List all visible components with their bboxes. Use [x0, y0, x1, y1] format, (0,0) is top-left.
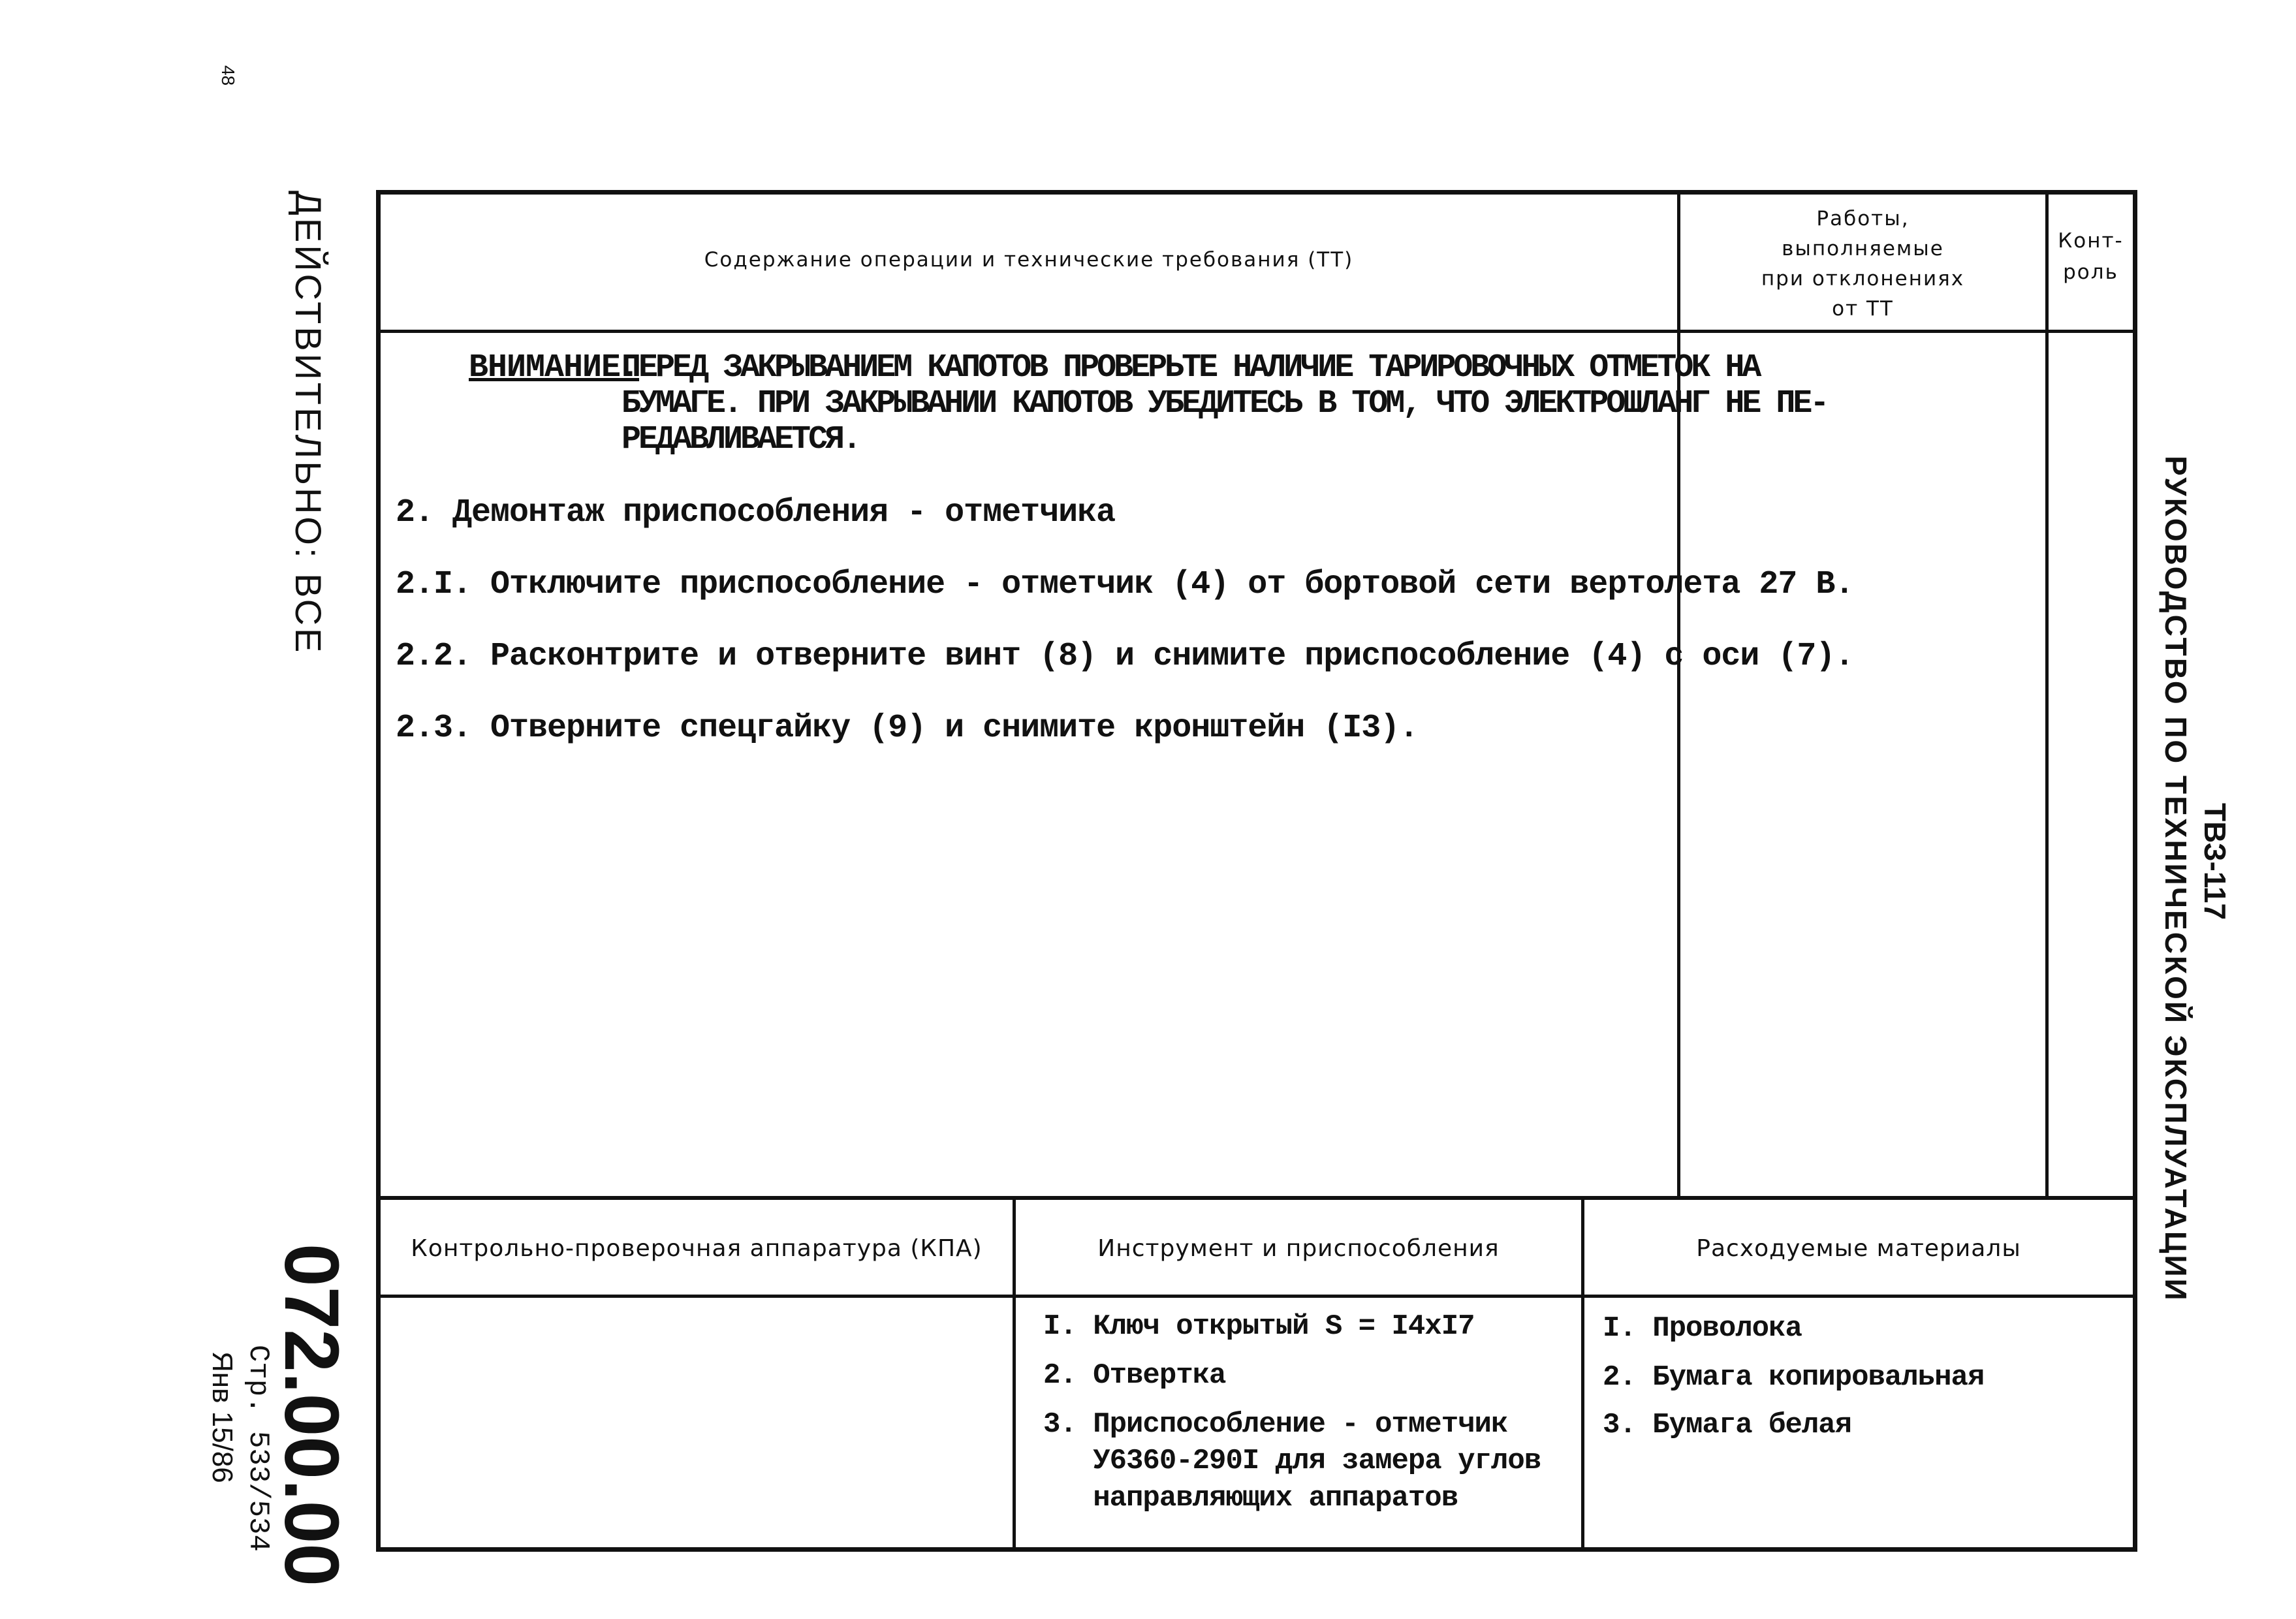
header-deviations	[1680, 204, 2045, 324]
header-deviations-line: выполняемые	[1782, 237, 1944, 260]
warning-line: РЕДАВЛИВАЕТСЯ.	[621, 421, 860, 458]
header-control	[2049, 225, 2133, 288]
tool-item: I. Ключ открытый S = I4xI7	[1043, 1310, 1475, 1343]
header-content: Содержание операции и технические требования (ТТ)	[704, 248, 1354, 272]
kpa-list	[381, 1298, 1013, 1547]
header-deviations-line: Работы,	[1816, 207, 1910, 230]
header-control-line: Конт-	[2058, 229, 2124, 253]
manual-title: РУКОВОДСТВО ПО ТЕХНИЧЕСКОЙ ЭКСПЛУАТАЦИИ	[2159, 456, 2193, 1302]
page-number: Стр. 533/534	[242, 1345, 274, 1552]
material-item: 2. Бумага копировальная	[1603, 1361, 1985, 1394]
sheet-mark: 48	[218, 65, 238, 86]
validity-label: ДЕЙСТВИТЕЛЬНО: ВСЕ	[288, 191, 329, 655]
document-number: 072.00.00	[268, 1244, 354, 1586]
header-deviations-line: при отклонениях	[1761, 267, 1965, 291]
header-control-line: роль	[2063, 260, 2118, 284]
tool-item: 2. Отвертка	[1043, 1359, 1226, 1392]
header-deviations-line: от ТТ	[1832, 297, 1894, 321]
header-materials: Расходуемые материалы	[1696, 1235, 2021, 1262]
step-item: 2.2. Расконтрите и отверните винт (8) и снимите приспособление (4) с оси (7).	[396, 638, 1854, 675]
material-item: 3. Бумага белая	[1603, 1409, 1852, 1441]
tool-item: 3. Приспособление - отметчик	[1043, 1408, 1508, 1441]
engine-model: ТВЗ-117	[2198, 803, 2232, 920]
step-item: 2.I. Отключите приспособление - отметчик (4) от бортовой сети вертолета 27 В.	[396, 566, 1854, 603]
warning-label: ВНИМАНИЕ.	[469, 349, 640, 386]
warning-line: БУМАГЕ. ПРИ ЗАКРЫВАНИИ КАПОТОВ УБЕДИТЕСЬ В ТОМ, ЧТО ЭЛЕКТРОШЛАНГ НЕ ПЕ-	[621, 385, 1827, 422]
step-heading: 2. Демонтаж приспособления - отметчика	[396, 494, 1116, 531]
header-tools: Инструмент и приспособления	[1097, 1235, 1500, 1262]
tool-item: направляющих аппаратов	[1043, 1482, 1458, 1515]
step-item: 2.3. Отверните спецгайку (9) и снимите кронштейн (I3).	[396, 710, 1419, 747]
warning-line: ПЕРЕД ЗАКРЫВАНИЕМ КАПОТОВ ПРОВЕРЬТЕ НАЛИЧИЕ ТАРИРОВОЧНЫХ ОТМЕТОК НА	[621, 349, 1759, 386]
material-item: I. Проволока	[1603, 1312, 1802, 1345]
revision-date: Янв 15/86	[206, 1351, 238, 1483]
tool-item: У6360-290I для замера углов	[1043, 1445, 1541, 1477]
header-kpa: Контрольно-проверочная аппаратура (КПА)	[411, 1235, 983, 1262]
